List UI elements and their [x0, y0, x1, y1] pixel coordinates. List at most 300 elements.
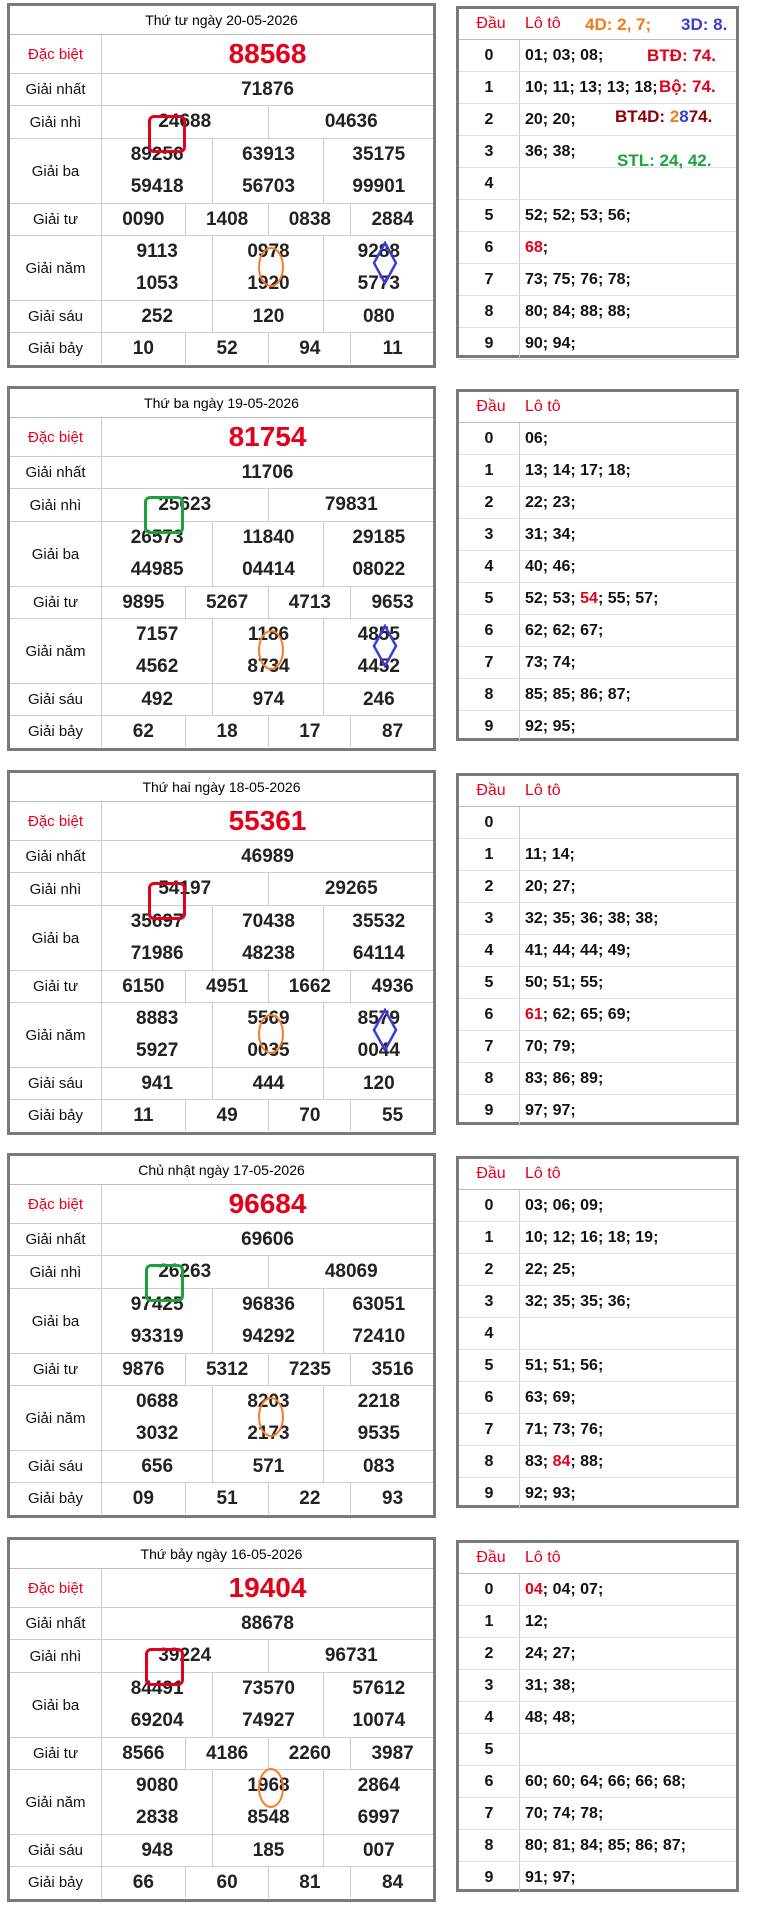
results-table	[7, 386, 436, 751]
prize-number: 9535	[323, 1418, 434, 1450]
prize-number: 48238	[212, 938, 323, 970]
first-prize-number: 69606	[241, 1228, 294, 1250]
loto-row	[459, 1734, 736, 1766]
first-prize-number: 71876	[241, 78, 294, 100]
prize-values	[102, 106, 433, 138]
loto-header	[459, 392, 736, 423]
dau-header: Đầu	[476, 782, 506, 799]
loto-values: 50; 51; 55;	[525, 974, 604, 991]
prize-values	[102, 333, 433, 364]
prize-line	[102, 171, 433, 203]
loto-head-digit: 4	[459, 935, 520, 966]
prize-number: 252	[141, 305, 174, 327]
prize-line	[102, 1673, 433, 1705]
special-prize-number: 55361	[228, 805, 307, 836]
prize-values	[102, 684, 433, 715]
prize-label: Giải ba	[10, 522, 102, 586]
loto-values: 60; 60; 64; 66; 66; 68;	[525, 1773, 686, 1790]
prize-values	[102, 522, 433, 586]
stat-3d: 3D: 8.	[681, 15, 728, 34]
loto-head-digit: 4	[459, 1318, 520, 1349]
prize-number: 1053	[136, 273, 179, 294]
prize-label: Đặc biệt	[10, 35, 102, 73]
prize-number: 94	[268, 333, 352, 364]
prize-number: 11840	[212, 522, 323, 554]
loto-values	[525, 583, 658, 614]
prize-line	[102, 1321, 433, 1353]
loto-values: 92; 95;	[525, 718, 576, 735]
prize-number: 24688	[158, 111, 212, 132]
prize-values	[102, 1867, 433, 1898]
prize-number: 948	[141, 1839, 174, 1861]
prize-values	[102, 1770, 433, 1834]
prize-number: 81	[268, 1867, 352, 1898]
loto-head-digit: 2	[459, 104, 520, 135]
prize-row-g5	[10, 619, 433, 684]
results-table	[7, 770, 436, 1135]
prize-number: 0688	[136, 1391, 179, 1412]
loto-table	[456, 1540, 739, 1892]
prize-row-g1	[10, 1608, 433, 1640]
loto-head-digit: 6	[459, 1766, 520, 1797]
loto-head-digit: 2	[459, 1638, 520, 1669]
prize-number: 84	[350, 1867, 434, 1898]
loto-values: 31; 34;	[525, 526, 576, 543]
loto-head-digit: 1	[459, 1222, 520, 1253]
prize-values	[102, 74, 433, 105]
prize-line	[102, 873, 433, 905]
loto-highlight: 84	[552, 1453, 571, 1470]
prize-row-g2	[10, 1640, 433, 1673]
prize-number: 3987	[350, 1738, 434, 1769]
prize-row-g2	[10, 873, 433, 906]
prize-line	[102, 587, 433, 618]
prize-number: 2218	[323, 1386, 434, 1418]
prize-number: 6150	[122, 975, 165, 997]
loto-head-digit: 1	[459, 72, 520, 103]
first-prize-number: 11706	[241, 461, 294, 483]
stat-bt4d-rest: 74.	[688, 107, 713, 126]
loto-values: 22; 23;	[525, 494, 576, 511]
prize-values	[102, 1738, 433, 1769]
prize-number: 4186	[185, 1738, 269, 1769]
loto-head-digit: 2	[459, 1254, 520, 1285]
prize-number: 246	[323, 684, 434, 715]
prize-line	[102, 139, 433, 171]
loto-header-label: Lô tô	[525, 1165, 561, 1182]
prize-number: 571	[212, 1451, 323, 1482]
prize-number: 5312	[185, 1354, 269, 1385]
prize-number: 0044	[323, 1035, 434, 1067]
prize-number: 007	[323, 1835, 434, 1866]
loto-values: 73; 74;	[525, 654, 576, 671]
prize-label: Giải ba	[10, 1289, 102, 1353]
loto-head-digit: 1	[459, 839, 520, 870]
prize-number: 5569	[212, 1003, 323, 1035]
prize-label: Giải nhì	[10, 1256, 102, 1288]
loto-highlight: 61	[525, 1006, 543, 1023]
prize-line	[102, 716, 433, 747]
prize-number: 941	[141, 1072, 174, 1094]
prize-label: Giải nhất	[10, 1224, 102, 1255]
loto-values: 71; 73; 76;	[525, 1421, 604, 1438]
prize-number: 5927	[136, 1040, 179, 1061]
loto-head-digit: 4	[459, 1702, 520, 1733]
prize-number: 35175	[323, 139, 434, 171]
prize-line	[102, 1483, 433, 1514]
prize-number: 29185	[323, 522, 434, 554]
loto-values	[525, 1446, 603, 1477]
prize-line	[102, 1705, 433, 1737]
prize-row-g7	[10, 333, 433, 364]
prize-row-g6	[10, 301, 433, 333]
prize-values	[102, 204, 433, 235]
prize-number: 08022	[323, 554, 434, 586]
prize-line	[102, 1256, 433, 1288]
loto-row	[459, 935, 736, 967]
loto-head-digit: 6	[459, 1382, 520, 1413]
prize-line	[102, 1354, 433, 1385]
loto-head-digit: 8	[459, 296, 520, 327]
prize-label: Giải tư	[10, 204, 102, 235]
prize-row-db	[10, 802, 433, 841]
prize-line	[102, 1738, 433, 1769]
prize-row-g1	[10, 457, 433, 489]
loto-head-digit: 9	[459, 1862, 520, 1893]
prize-label: Giải tư	[10, 1738, 102, 1769]
prize-row-g3	[10, 1673, 433, 1738]
loto-head-digit: 2	[459, 871, 520, 902]
prize-number: 64114	[323, 938, 434, 970]
prize-line	[102, 971, 433, 1002]
prize-number: 87	[350, 716, 434, 747]
prize-line	[102, 619, 433, 651]
prize-number: 120	[323, 1068, 434, 1099]
loto-head-digit: 7	[459, 264, 520, 295]
prize-label: Đặc biệt	[10, 1569, 102, 1607]
stat-bo: Bộ: 74.	[659, 77, 716, 96]
prize-label: Giải nhì	[10, 489, 102, 521]
loto-values: 03; 06; 09;	[525, 1197, 604, 1214]
loto-values: 51; 51; 56;	[525, 1357, 604, 1374]
prize-number: 69204	[130, 1710, 184, 1731]
prize-number: 04414	[212, 554, 323, 586]
loto-row	[459, 615, 736, 647]
prize-line	[102, 1386, 433, 1418]
loto-header	[459, 776, 736, 807]
draw-block	[0, 767, 759, 1149]
prize-number: 63051	[323, 1289, 434, 1321]
prize-row-g7	[10, 1100, 433, 1131]
prize-number: 8203	[212, 1386, 323, 1418]
prize-number: 3516	[350, 1354, 434, 1385]
loto-row	[459, 1031, 736, 1063]
results-table	[7, 3, 436, 368]
prize-row-g1	[10, 74, 433, 106]
prize-label: Giải nhì	[10, 873, 102, 905]
prize-number: 70	[268, 1100, 352, 1131]
loto-values: 73; 75; 76; 78;	[525, 271, 631, 288]
loto-row	[459, 967, 736, 999]
prize-number: 6997	[323, 1802, 434, 1834]
prize-number: 60	[185, 1867, 269, 1898]
prize-line	[102, 1289, 433, 1321]
prize-values	[102, 418, 433, 456]
prize-values	[102, 1354, 433, 1385]
stat-bt4d	[615, 107, 712, 127]
prize-row-g3	[10, 906, 433, 971]
loto-values: 70; 74; 78;	[525, 1805, 604, 1822]
prize-values	[102, 971, 433, 1002]
loto-header-label: Lô tô	[525, 398, 561, 415]
loto-head-digit: 0	[459, 807, 520, 838]
prize-number: 10	[132, 337, 154, 359]
prize-row-db	[10, 1569, 433, 1608]
prize-number: 974	[212, 684, 323, 715]
prize-row-g1	[10, 841, 433, 873]
loto-head-digit: 9	[459, 1095, 520, 1126]
special-prize-number: 81754	[228, 421, 307, 452]
prize-row-g6	[10, 1835, 433, 1867]
prize-line	[102, 1835, 433, 1866]
dau-header: Đầu	[476, 1165, 506, 1182]
prize-number: 84491	[130, 1678, 184, 1699]
prize-number: 4452	[323, 651, 434, 683]
prize-line	[102, 1451, 433, 1482]
prize-values	[102, 873, 433, 905]
loto-values: 20; 27;	[525, 878, 576, 895]
prize-number: 35697	[130, 911, 184, 932]
loto-row	[459, 1222, 736, 1254]
loto-values: 13; 14; 17; 18;	[525, 462, 631, 479]
prize-row-g5	[10, 1003, 433, 1068]
prize-line	[102, 1640, 433, 1672]
prize-values	[102, 1608, 433, 1639]
loto-row	[459, 1606, 736, 1638]
prize-values	[102, 1068, 433, 1099]
prize-number: 26573	[130, 527, 184, 548]
loto-highlight: 04	[525, 1581, 543, 1598]
prize-number: 93319	[130, 1326, 184, 1347]
prize-number: 9080	[136, 1775, 179, 1796]
prize-number: 1408	[185, 204, 269, 235]
prize-row-db	[10, 35, 433, 74]
loto-row	[459, 1798, 736, 1830]
prize-number: 5267	[185, 587, 269, 618]
prize-number: 8566	[122, 1742, 165, 1764]
loto-values: 10; 11; 13; 13; 18;	[525, 79, 658, 96]
loto-head-digit: 3	[459, 1670, 520, 1701]
loto-values: 70; 79;	[525, 1038, 576, 1055]
prize-number: 4562	[136, 656, 179, 677]
prize-number: 55	[350, 1100, 434, 1131]
prize-label: Giải năm	[10, 1770, 102, 1834]
loto-values: 01; 03; 08;	[525, 47, 604, 64]
prize-row-g4	[10, 971, 433, 1003]
prize-number: 5773	[323, 268, 434, 300]
prize-number: 49	[185, 1100, 269, 1131]
prize-line	[102, 1100, 433, 1131]
prize-values	[102, 587, 433, 618]
prize-number: 8548	[212, 1802, 323, 1834]
loto-head-digit: 0	[459, 1190, 520, 1221]
loto-head-digit: 1	[459, 455, 520, 486]
prize-values	[102, 1185, 433, 1223]
prize-line	[102, 268, 433, 300]
loto-row	[459, 551, 736, 583]
prize-number: 1968	[212, 1770, 323, 1802]
prize-values	[102, 1640, 433, 1672]
prize-number: 444	[212, 1068, 323, 1099]
loto-head-digit: 9	[459, 1478, 520, 1509]
loto-head-digit: 8	[459, 1446, 520, 1477]
loto-values: 68;	[525, 239, 549, 256]
prize-values	[102, 236, 433, 300]
loto-head-digit: 7	[459, 1031, 520, 1062]
prize-number: 18	[185, 716, 269, 747]
loto-highlight: 54	[580, 590, 598, 607]
prize-line	[102, 1035, 433, 1067]
prize-values	[102, 1835, 433, 1866]
prize-number: 9113	[136, 241, 178, 262]
loto-row	[459, 1095, 736, 1126]
loto-values: 90; 94;	[525, 335, 576, 352]
prize-line	[102, 1770, 433, 1802]
prize-number: 54197	[158, 878, 212, 899]
loto-header-label: Lô tô	[525, 1549, 561, 1566]
prize-number: 0838	[268, 204, 352, 235]
prize-number: 39224	[158, 1645, 212, 1666]
prize-number: 080	[323, 301, 434, 332]
prize-row-g2	[10, 1256, 433, 1289]
prize-number: 51	[185, 1483, 269, 1514]
prize-values	[102, 1386, 433, 1450]
loto-head-digit: 7	[459, 1798, 520, 1829]
prize-number: 120	[212, 301, 323, 332]
prize-row-g6	[10, 1451, 433, 1483]
loto-values: 10; 12; 16; 18; 19;	[525, 1229, 659, 1246]
prize-values	[102, 1224, 433, 1255]
loto-values: 20; 20;	[525, 111, 576, 128]
loto-row	[459, 711, 736, 742]
prize-number: 4936	[350, 971, 434, 1002]
loto-row	[459, 455, 736, 487]
prize-row-g7	[10, 1483, 433, 1514]
loto-head-digit: 8	[459, 1063, 520, 1094]
prize-number: 9876	[122, 1358, 165, 1380]
prize-number: 4713	[268, 587, 352, 618]
loto-row	[459, 328, 736, 360]
prize-row-g6	[10, 1068, 433, 1100]
loto-values: 41; 44; 44; 49;	[525, 942, 631, 959]
results-table	[7, 1537, 436, 1902]
loto-values	[525, 999, 631, 1030]
loto-row	[459, 423, 736, 455]
prize-label: Giải nhì	[10, 106, 102, 138]
prize-number: 25623	[158, 494, 212, 515]
loto-values: 32; 35; 35; 36;	[525, 1293, 631, 1310]
prize-number: 1920	[212, 268, 323, 300]
loto-table	[456, 6, 739, 358]
prize-row-g4	[10, 587, 433, 619]
prize-label: Đặc biệt	[10, 418, 102, 456]
prize-number: 2864	[323, 1770, 434, 1802]
loto-head-digit: 5	[459, 1734, 520, 1765]
loto-head-digit: 3	[459, 136, 520, 167]
prize-line	[102, 1068, 433, 1099]
loto-head-digit: 5	[459, 200, 520, 231]
prize-line	[102, 301, 433, 332]
prize-number: 8734	[212, 651, 323, 683]
stat-4d: 4D: 2, 7;	[585, 15, 652, 34]
prize-values	[102, 906, 433, 970]
loto-row	[459, 1862, 736, 1893]
prize-line	[102, 906, 433, 938]
prize-row-g2	[10, 489, 433, 522]
loto-row	[459, 839, 736, 871]
prize-row-g5	[10, 236, 433, 301]
loto-post: ; 04; 07;	[542, 1581, 604, 1598]
loto-values: 40; 46;	[525, 558, 576, 575]
prize-number: 09	[132, 1487, 154, 1509]
loto-values: 80; 84; 88; 88;	[525, 303, 631, 320]
prize-number: 3032	[136, 1423, 179, 1444]
prize-number: 083	[323, 1451, 434, 1482]
prize-number: 0035	[212, 1035, 323, 1067]
loto-row	[459, 200, 736, 232]
prize-number: 63913	[212, 139, 323, 171]
loto-header-label: Lô tô	[525, 15, 561, 32]
prize-number: 2173	[212, 1418, 323, 1450]
loto-row	[459, 1318, 736, 1350]
prize-label: Giải bảy	[10, 716, 102, 747]
prize-values	[102, 457, 433, 488]
prize-number: 4855	[323, 619, 434, 651]
loto-row	[459, 1702, 736, 1734]
loto-head-digit: 8	[459, 679, 520, 710]
prize-number: 2260	[268, 1738, 352, 1769]
prize-number: 9288	[323, 236, 434, 268]
prize-row-g6	[10, 684, 433, 716]
loto-values: 91; 97;	[525, 1869, 576, 1886]
loto-values: 22; 25;	[525, 1261, 576, 1278]
loto-row	[459, 1670, 736, 1702]
prize-number: 99901	[323, 171, 434, 203]
draw-block	[0, 0, 759, 382]
loto-pre: 52; 53;	[525, 590, 581, 607]
loto-row	[459, 871, 736, 903]
prize-number: 66	[132, 1871, 154, 1893]
prize-number: 656	[141, 1455, 174, 1477]
prize-number: 1186	[212, 619, 323, 651]
prize-number: 10074	[323, 1705, 434, 1737]
stat-bt4d-digit: 2	[669, 107, 680, 126]
prize-number: 9895	[122, 591, 165, 613]
prize-row-g1	[10, 1224, 433, 1256]
prize-label: Giải tư	[10, 971, 102, 1002]
prize-number: 8883	[136, 1008, 179, 1029]
loto-row	[459, 487, 736, 519]
prize-row-g7	[10, 716, 433, 747]
prize-values	[102, 35, 433, 73]
results-table	[7, 1153, 436, 1518]
loto-values: 36; 38;	[525, 143, 576, 160]
prize-line	[102, 938, 433, 970]
draw-block	[0, 1534, 759, 1916]
loto-row	[459, 679, 736, 711]
loto-highlight: 68	[525, 239, 543, 256]
loto-row	[459, 519, 736, 551]
